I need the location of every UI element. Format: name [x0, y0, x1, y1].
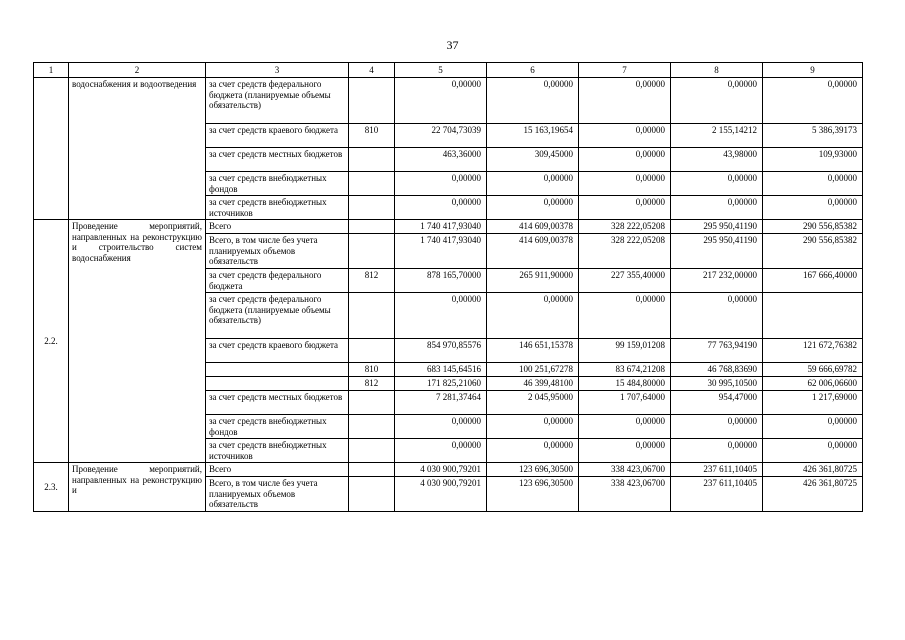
col-header: 2: [69, 63, 206, 78]
budget-code: 810: [349, 363, 395, 377]
value-cell: 121 672,76382: [763, 339, 863, 363]
value-cell: 77 763,94190: [671, 339, 763, 363]
header-row: [34, 63, 863, 78]
funding-source: за счет средств местных бюджетов: [206, 148, 349, 172]
budget-code: 812: [349, 377, 395, 391]
value-cell: 0,00000: [579, 78, 671, 124]
value-cell: 0,00000: [763, 439, 863, 463]
col-header: 6: [487, 63, 579, 78]
value-cell: 99 159,01208: [579, 339, 671, 363]
value-cell: 0,00000: [487, 293, 579, 339]
value-cell: 109,93000: [763, 148, 863, 172]
value-cell: 290 556,85382: [763, 220, 863, 234]
col-header: 8: [671, 63, 763, 78]
funding-source: за счет средств федерального бюджета: [206, 269, 349, 293]
col-header: 9: [763, 63, 863, 78]
value-cell: 0,00000: [487, 439, 579, 463]
value-cell: 854 970,85576: [395, 339, 487, 363]
value-cell: 0,00000: [763, 78, 863, 124]
measure-description: Проведение мероприятий, направленных на реконструкцию и: [69, 463, 206, 512]
funding-source: [206, 363, 349, 377]
budget-code: [349, 477, 395, 512]
value-cell: 0,00000: [395, 439, 487, 463]
value-cell: 46 399,48100: [487, 377, 579, 391]
value-cell: 0,00000: [671, 439, 763, 463]
measure-description: Проведение мероприятий, направленных на реконструкцию и строительство систем водоснабжения: [69, 220, 206, 463]
value-cell: 0,00000: [671, 78, 763, 124]
value-cell: 0,00000: [579, 439, 671, 463]
value-cell: 227 355,40000: [579, 269, 671, 293]
value-cell: 0,00000: [487, 196, 579, 220]
value-cell: 22 704,73039: [395, 124, 487, 148]
budget-code: 812: [349, 269, 395, 293]
funding-source: за счет средств внебюджетных источников: [206, 439, 349, 463]
value-cell: 0,00000: [487, 415, 579, 439]
value-cell: 0,00000: [671, 172, 763, 196]
budget-code: [349, 196, 395, 220]
value-cell: 295 950,41190: [671, 234, 763, 269]
value-cell: 0,00000: [395, 172, 487, 196]
value-cell: 123 696,30500: [487, 477, 579, 512]
budget-code: [349, 293, 395, 339]
value-cell: 167 666,40000: [763, 269, 863, 293]
budget-code: 810: [349, 124, 395, 148]
value-cell: 59 666,69782: [763, 363, 863, 377]
value-cell: 15 484,80000: [579, 377, 671, 391]
col-header: 5: [395, 63, 487, 78]
row-number-cell: 2.2.: [34, 220, 69, 463]
funding-source: Всего, в том числе без учета планируемых объемов обязательств: [206, 234, 349, 269]
value-cell: 1 740 417,93040: [395, 220, 487, 234]
value-cell: 100 251,67278: [487, 363, 579, 377]
value-cell: 4 030 900,79201: [395, 463, 487, 477]
value-cell: 0,00000: [395, 293, 487, 339]
value-cell: [763, 293, 863, 339]
value-cell: 0,00000: [579, 415, 671, 439]
value-cell: 171 825,21060: [395, 377, 487, 391]
value-cell: 0,00000: [579, 172, 671, 196]
col-header: 7: [579, 63, 671, 78]
budget-code: [349, 78, 395, 124]
value-cell: 0,00000: [671, 415, 763, 439]
value-cell: 0,00000: [579, 196, 671, 220]
value-cell: 0,00000: [487, 78, 579, 124]
value-cell: 954,47000: [671, 391, 763, 415]
value-cell: 0,00000: [671, 293, 763, 339]
budget-code: [349, 439, 395, 463]
value-cell: 683 145,64516: [395, 363, 487, 377]
value-cell: 463,36000: [395, 148, 487, 172]
funding-source: Всего: [206, 220, 349, 234]
budget-code: [349, 391, 395, 415]
budget-code: [349, 220, 395, 234]
value-cell: 30 995,10500: [671, 377, 763, 391]
col-header: 3: [206, 63, 349, 78]
value-cell: 0,00000: [487, 172, 579, 196]
funding-source: за счет средств внебюджетных источников: [206, 196, 349, 220]
funding-source: за счет средств федерального бюджета (планируемые объемы обязательств): [206, 78, 349, 124]
value-cell: 1 740 417,93040: [395, 234, 487, 269]
budget-code: [349, 463, 395, 477]
budget-code: [349, 234, 395, 269]
value-cell: 0,00000: [395, 196, 487, 220]
funding-source: за счет средств краевого бюджета: [206, 339, 349, 363]
col-header: 4: [349, 63, 395, 78]
page-number: 37: [446, 38, 459, 52]
value-cell: 426 361,80725: [763, 477, 863, 512]
value-cell: 265 911,90000: [487, 269, 579, 293]
value-cell: 2 045,95000: [487, 391, 579, 415]
value-cell: 0,00000: [763, 172, 863, 196]
value-cell: 0,00000: [763, 415, 863, 439]
value-cell: 1 707,64000: [579, 391, 671, 415]
value-cell: 0,00000: [579, 293, 671, 339]
col-header: 1: [34, 63, 69, 78]
value-cell: 46 768,83690: [671, 363, 763, 377]
funding-source: за счет средств краевого бюджета: [206, 124, 349, 148]
value-cell: 414 609,00378: [487, 234, 579, 269]
funding-source: Всего, в том числе без учета планируемых объемов обязательств: [206, 477, 349, 512]
funding-source: [206, 377, 349, 391]
budget-code: [349, 339, 395, 363]
value-cell: 4 030 900,79201: [395, 477, 487, 512]
value-cell: 7 281,37464: [395, 391, 487, 415]
measure-description: водоснабжения и водоотведения: [69, 78, 206, 220]
value-cell: 83 674,21208: [579, 363, 671, 377]
value-cell: 5 386,39173: [763, 124, 863, 148]
value-cell: 237 611,10405: [671, 463, 763, 477]
value-cell: 217 232,00000: [671, 269, 763, 293]
budget-code: [349, 172, 395, 196]
value-cell: 123 696,30500: [487, 463, 579, 477]
value-cell: 0,00000: [579, 124, 671, 148]
funding-source: за счет средств федерального бюджета (планируемые объемы обязательств): [206, 293, 349, 339]
value-cell: 15 163,19654: [487, 124, 579, 148]
value-cell: 0,00000: [395, 78, 487, 124]
value-cell: 43,98000: [671, 148, 763, 172]
value-cell: 237 611,10405: [671, 477, 763, 512]
value-cell: 328 222,05208: [579, 220, 671, 234]
value-cell: 878 165,70000: [395, 269, 487, 293]
value-cell: 0,00000: [671, 196, 763, 220]
funding-source: за счет средств внебюджетных фондов: [206, 415, 349, 439]
row-number-cell: [34, 78, 69, 220]
value-cell: 338 423,06700: [579, 477, 671, 512]
value-cell: 62 006,06600: [763, 377, 863, 391]
budget-code: [349, 148, 395, 172]
funding-source: за счет средств местных бюджетов: [206, 391, 349, 415]
value-cell: 1 217,69000: [763, 391, 863, 415]
value-cell: 0,00000: [395, 415, 487, 439]
row-number-cell: 2.3.: [34, 463, 69, 512]
budget-code: [349, 415, 395, 439]
value-cell: 2 155,14212: [671, 124, 763, 148]
value-cell: 0,00000: [579, 148, 671, 172]
value-cell: 295 950,41190: [671, 220, 763, 234]
value-cell: 328 222,05208: [579, 234, 671, 269]
value-cell: 309,45000: [487, 148, 579, 172]
value-cell: 290 556,85382: [763, 234, 863, 269]
table-row: [34, 78, 863, 124]
table-row: [34, 463, 863, 477]
value-cell: 146 651,15378: [487, 339, 579, 363]
table-row: [34, 220, 863, 234]
value-cell: 0,00000: [763, 196, 863, 220]
funding-source: за счет средств внебюджетных фондов: [206, 172, 349, 196]
value-cell: 426 361,80725: [763, 463, 863, 477]
budget-table: [33, 62, 863, 512]
funding-source: Всего: [206, 463, 349, 477]
value-cell: 338 423,06700: [579, 463, 671, 477]
value-cell: 414 609,00378: [487, 220, 579, 234]
